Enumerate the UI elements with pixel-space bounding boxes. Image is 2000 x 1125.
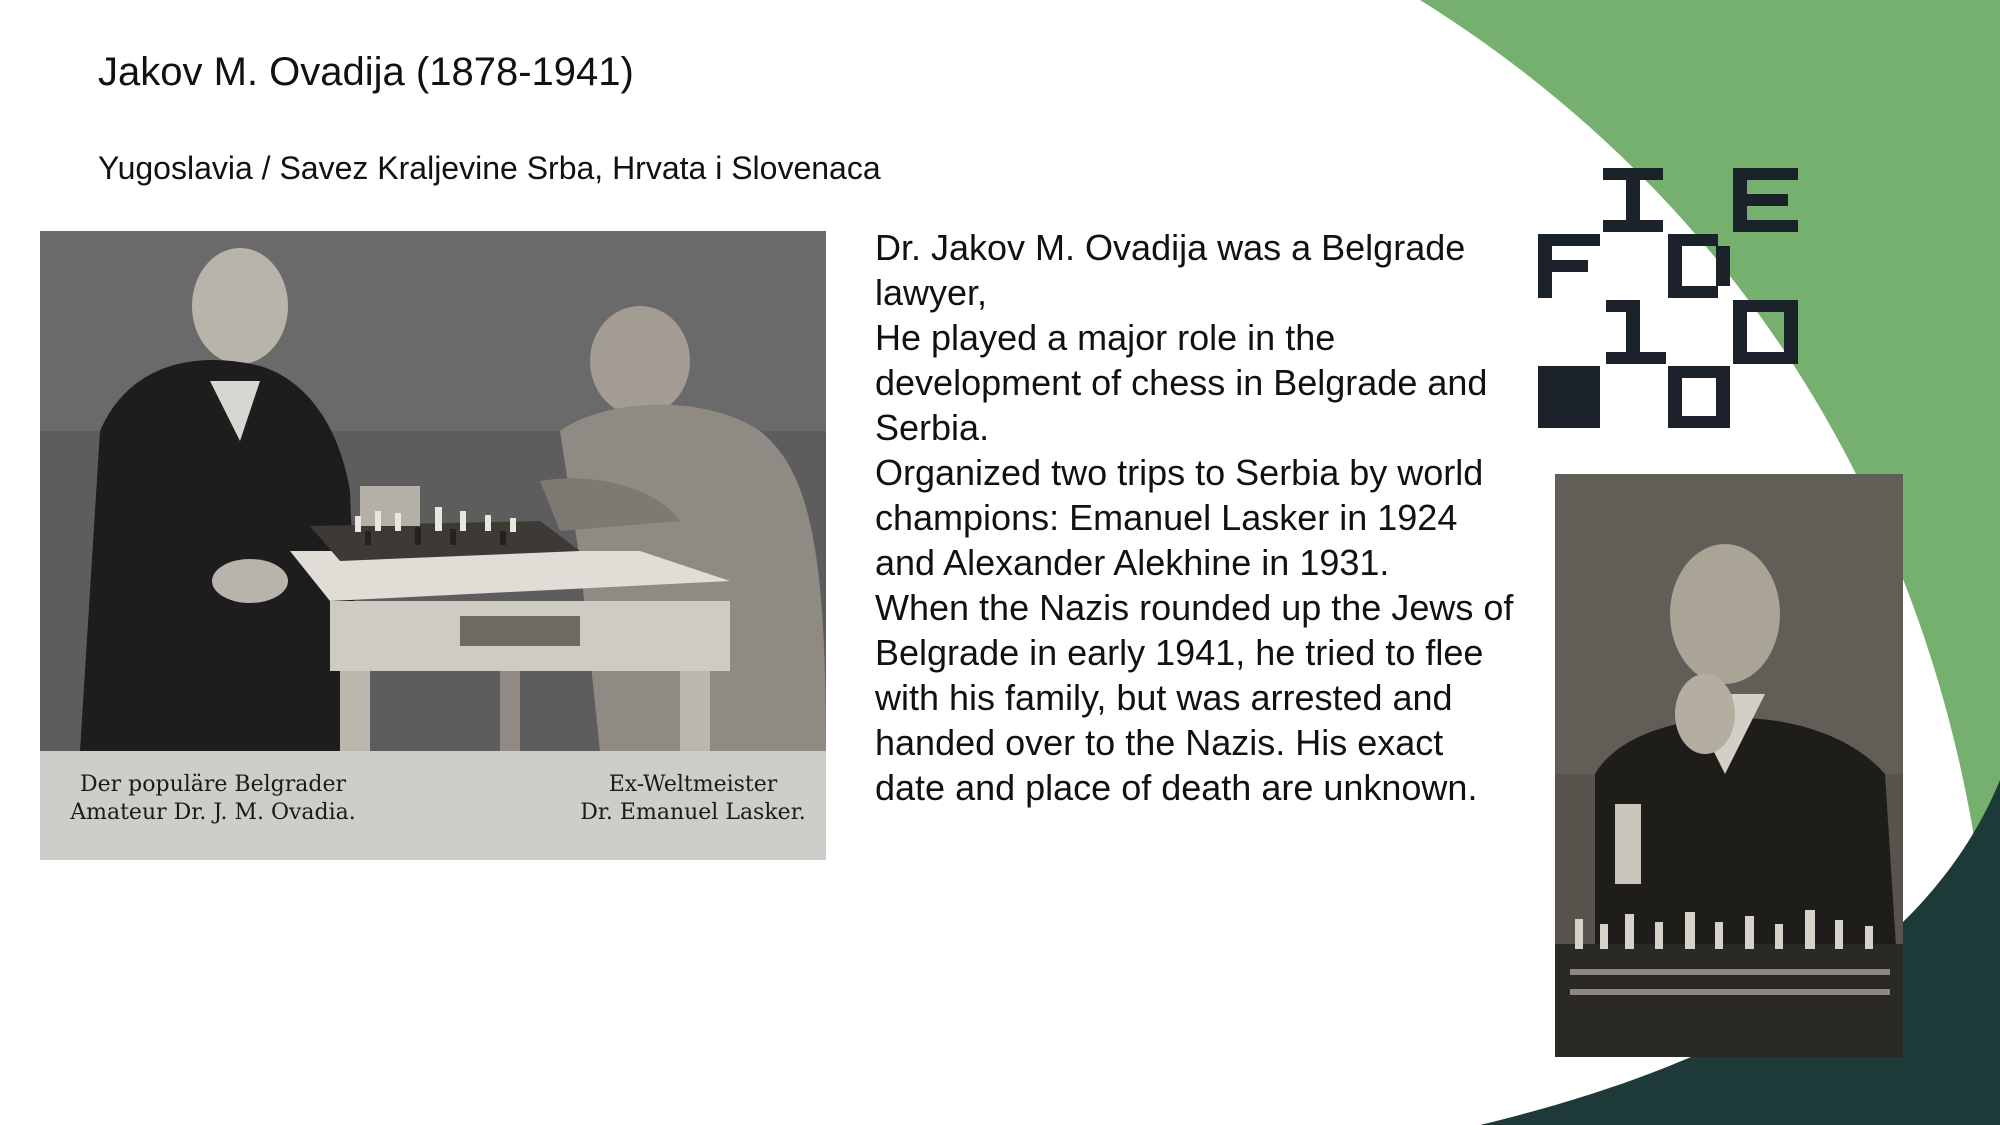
chess-game-scene: [40, 231, 826, 751]
page-subtitle: Yugoslavia / Savez Kraljevine Srba, Hrvata i Slovenaca: [98, 150, 881, 186]
photo-caption-band: [40, 751, 826, 860]
caption-lasker: [568, 771, 818, 827]
portrait-scene: [1555, 474, 1903, 1057]
page-title: Jakov M. Ovadija (1878-1941): [98, 50, 634, 94]
ovadija-portrait-photo: [1555, 474, 1903, 1057]
caption-lasker-line2: Dr. Emanuel Lasker.: [580, 800, 806, 825]
caption-lasker-line1: Ex-Weltmeister: [608, 772, 778, 797]
bio-paragraph-3: Organized two trips to Serbia by world champions: Emanuel Lasker in 1924 and Alexander Alekhine in 1931.: [875, 452, 1484, 583]
fide-100-logo: [1538, 168, 1798, 428]
lasker-ovadia-photo: [40, 231, 826, 860]
biography-text: [875, 225, 1515, 810]
bio-paragraph-4: When the Nazis rounded up the Jews of Belgrade in early 1941, he tried to flee with his family, but was arrested and handed over to the Nazis. His exact date and place of death are unknown.: [875, 587, 1514, 808]
caption-ovadia-line2: Amateur Dr. J. M. Ovadia.: [70, 800, 356, 825]
caption-ovadia-line1: Der populäre Belgrader: [80, 772, 346, 797]
bio-paragraph-1: Dr. Jakov M. Ovadija was a Belgrade lawyer,: [875, 227, 1466, 313]
caption-ovadia: [48, 771, 378, 827]
bio-paragraph-2: He played a major role in the development of chess in Belgrade and Serbia.: [875, 317, 1488, 448]
